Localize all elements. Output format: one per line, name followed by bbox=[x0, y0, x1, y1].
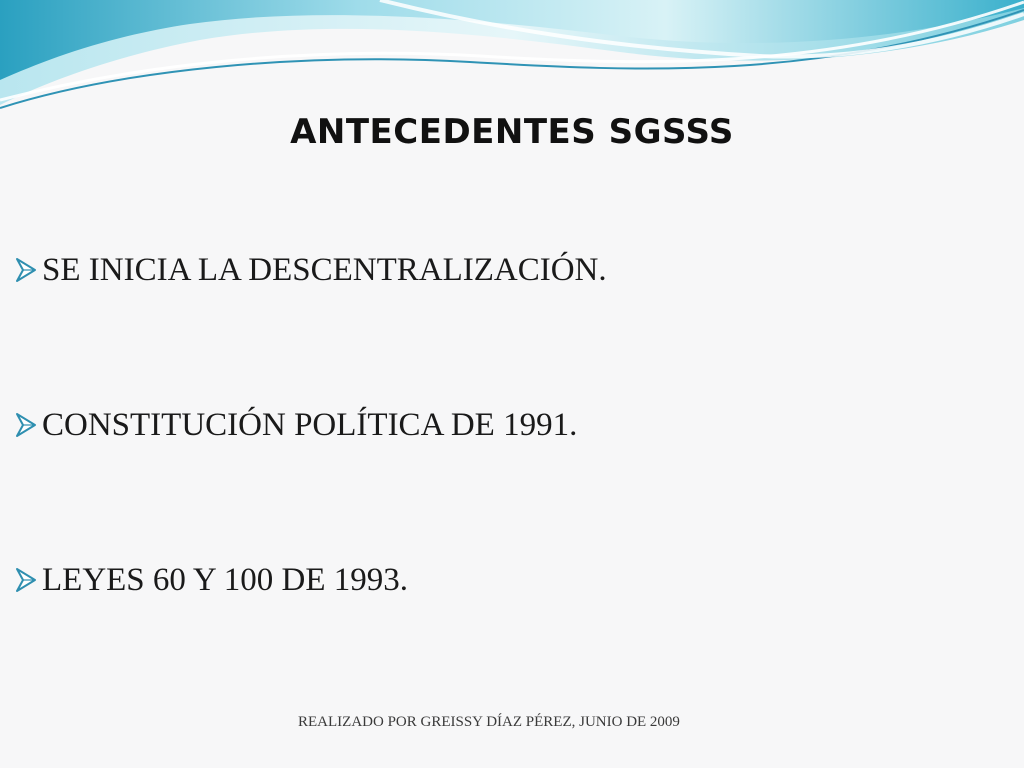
bullet-item bbox=[14, 401, 607, 449]
slide-title: ANTECEDENTES SGSSS bbox=[290, 112, 734, 152]
decorative-wave-banner bbox=[0, 0, 1024, 130]
arrow-bullet-icon bbox=[14, 411, 38, 439]
arrow-bullet-icon bbox=[14, 566, 38, 594]
bullet-list bbox=[14, 246, 607, 711]
bullet-text: SE INICIA LA DESCENTRALIZACIÓN. bbox=[42, 251, 607, 288]
footer-credit: REALIZADO POR GREISSY DÍAZ PÉREZ, JUNIO DE 2009 bbox=[298, 714, 680, 730]
bullet-text: LEYES 60 Y 100 DE 1993. bbox=[42, 561, 409, 598]
bullet-item bbox=[14, 556, 607, 604]
arrow-bullet-icon bbox=[14, 256, 38, 284]
bullet-text: CONSTITUCIÓN POLÍTICA DE 1991. bbox=[42, 406, 578, 443]
bullet-item bbox=[14, 246, 607, 294]
